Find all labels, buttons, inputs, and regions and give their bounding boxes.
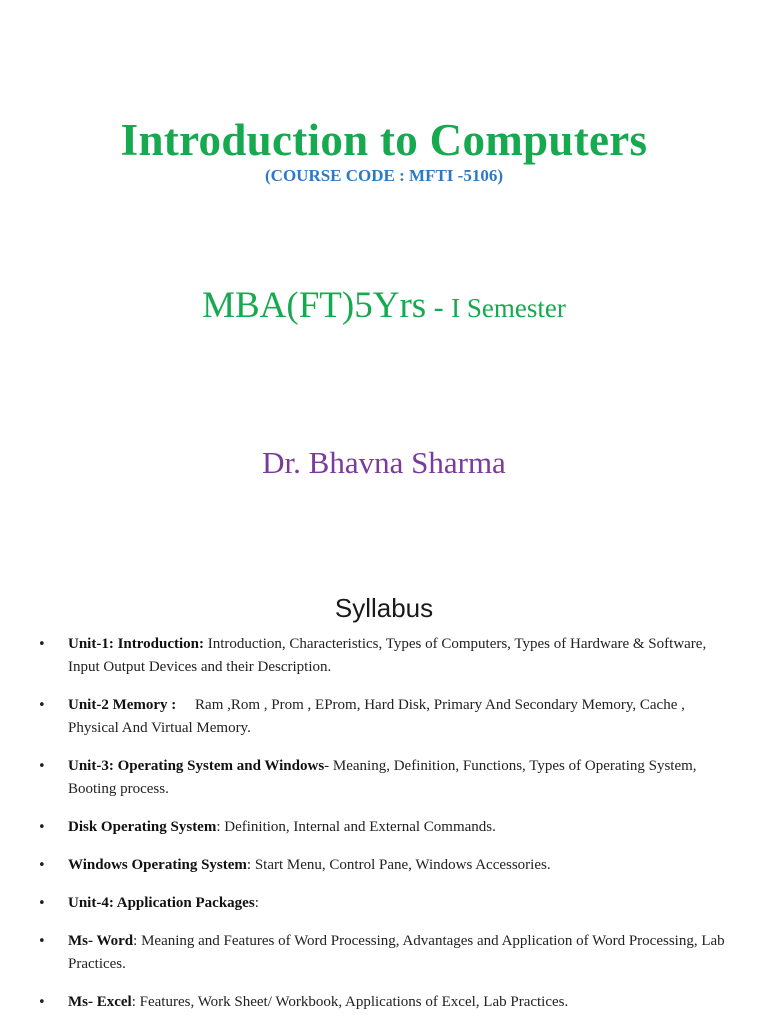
syllabus-term: Ms- Word: [68, 933, 134, 949]
program-semester: I Semester: [451, 293, 566, 323]
document-title: Introduction to Computers: [120, 115, 648, 165]
bullet-icon: •: [38, 820, 46, 835]
syllabus-item-dos: [36, 816, 736, 839]
syllabus-term: Disk Operating System: [68, 819, 217, 835]
syllabus-term: Windows Operating System: [68, 857, 247, 873]
author-name: Dr. Bhavna Sharma: [262, 445, 506, 480]
syllabus-desc: Ram ,Rom , Prom , EProm, Hard Disk, Primary And Secondary Memory, Cache , Physical And Virtual Memory.: [68, 697, 689, 736]
syllabus-desc: : Features, Work Sheet/ Workbook, Applications of Excel, Lab Practices.: [131, 994, 569, 1010]
syllabus-term: Ms- Excel: [68, 994, 132, 1010]
program-line: [0, 282, 768, 337]
syllabus-desc: Introduction, Characteristics, Types of Computers, Types of Hardware & Software, Input Output Devices and their Description.: [68, 636, 707, 675]
syllabus-term: Unit-3: Operating System and Windows: [68, 758, 325, 774]
syllabus-term: Unit-4: Application Packages: [68, 895, 255, 911]
syllabus-term: Unit-2 Memory :: [68, 697, 177, 713]
bullet-icon: •: [38, 698, 46, 713]
bullet-icon: •: [38, 896, 46, 911]
syllabus-desc: : Definition, Internal and External Commands.: [216, 819, 496, 835]
syllabus-term: Unit-1: Introduction:: [68, 636, 204, 652]
syllabus-item-unit-4: [36, 892, 736, 915]
syllabus-item-unit-3: [36, 755, 736, 801]
syllabus-item-ms-excel: [36, 991, 736, 1014]
syllabus-item-ms-word: [36, 930, 736, 976]
syllabus-item-unit-1: [36, 633, 736, 679]
syllabus-item-windows: [36, 854, 736, 877]
bullet-icon: •: [38, 858, 46, 873]
syllabus-desc: : Start Menu, Control Pane, Windows Accessories.: [246, 857, 551, 873]
bullet-icon: •: [38, 934, 46, 949]
course-code: (COURSE CODE : MFTI -5106): [265, 166, 503, 185]
syllabus-desc: :: [254, 895, 259, 911]
syllabus-heading: Syllabus: [334, 593, 434, 623]
bullet-icon: •: [38, 637, 46, 652]
syllabus-item-unit-2: [36, 694, 736, 740]
program-separator: -: [426, 291, 452, 324]
syllabus-desc: - Meaning, Definition, Functions, Types of Operating System, Booting process.: [68, 758, 697, 797]
program-name: MBA(FT)5Yrs: [202, 285, 427, 326]
syllabus-list: [36, 633, 736, 1029]
syllabus-desc: : Meaning and Features of Word Processing, Advantages and Application of Word Processing, Lab Practices.: [68, 933, 725, 972]
bullet-icon: •: [38, 995, 46, 1010]
bullet-icon: •: [38, 759, 46, 774]
